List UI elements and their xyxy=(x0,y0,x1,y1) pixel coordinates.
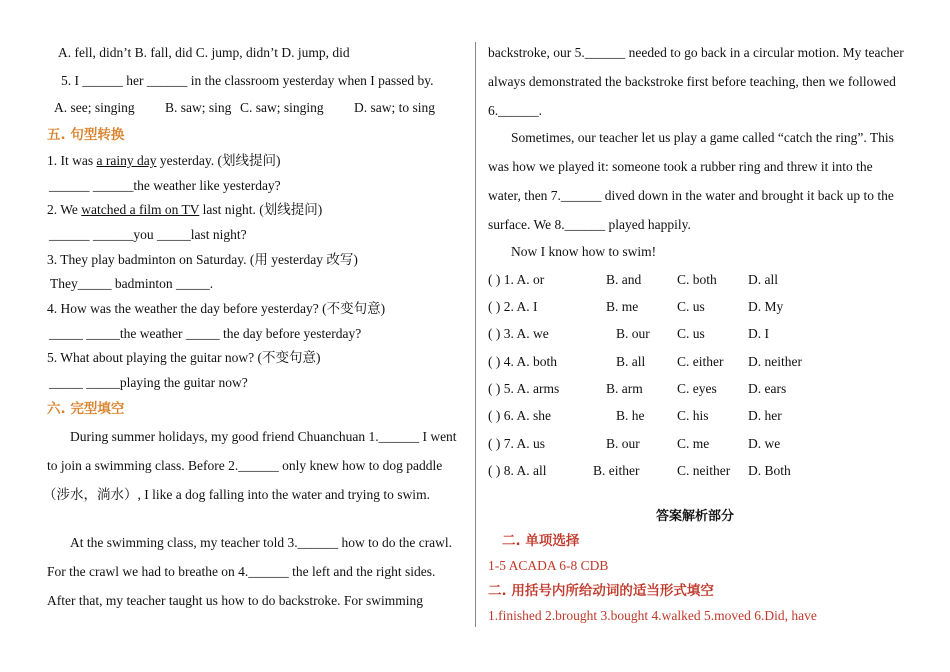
choice-7-c: C. me xyxy=(677,436,710,451)
choice-3-b: B. our xyxy=(616,326,650,341)
choice-2-a: ( ) 2. A. I xyxy=(488,299,538,314)
choice-4-c: C. either xyxy=(677,354,724,369)
choice-1-b: B. and xyxy=(606,272,642,287)
passage-p3-line1: Sometimes, our teacher let us play a game called “catch the ring”. This xyxy=(511,130,894,145)
passage-p2-line1: At the swimming class, my teacher told 3.______ how to do the crawl. xyxy=(70,535,453,550)
s5-q1-post: yesterday. (划线提问) xyxy=(156,153,281,168)
q5-option-a: A. see; singing xyxy=(54,100,135,115)
passage-p2-line5: always demonstrated the backstroke first before teaching, then we followed xyxy=(488,74,896,89)
s5-q5: 5. What about playing the guitar now? (不变句意) xyxy=(47,350,321,365)
s5-q1-pre: 1. It was xyxy=(47,153,97,168)
choice-4-a: ( ) 4. A. both xyxy=(488,354,557,369)
choice-3-d: D. I xyxy=(748,326,769,341)
choice-5-d: D. ears xyxy=(748,381,787,396)
s5-q2-answer: ______ ______you _____last night? xyxy=(49,227,247,242)
q5-option-d: D. saw; to sing xyxy=(354,100,435,115)
choice-8-c: C. neither xyxy=(677,463,731,478)
choice-5-c: C. eyes xyxy=(677,381,717,396)
passage-p3-line3: water, then 7.______ dived down in the water and brought it back up to the xyxy=(488,188,894,203)
choice-7-a: ( ) 7. A. us xyxy=(488,436,545,451)
choice-6-d: D. her xyxy=(748,408,782,423)
passage-p1-line3: （涉水，淌水）, I like a dog falling into the water and trying to swim. xyxy=(43,487,430,502)
choice-4-d: D. neither xyxy=(748,354,802,369)
s5-q5-answer: _____ _____playing the guitar now? xyxy=(49,375,248,390)
choice-2-b: B. me xyxy=(606,299,639,314)
answers-section1: 1-5 ACADA 6-8 CDB xyxy=(488,558,609,573)
choice-7-d: D. we xyxy=(748,436,781,451)
section6-title: 六. 完型填空 xyxy=(47,401,125,417)
choice-8-d: D. Both xyxy=(748,463,791,478)
choice-4-b: B. all xyxy=(616,354,646,369)
section5-title: 五. 句型转换 xyxy=(47,127,125,143)
answers-section1-title: 二. 单项选择 xyxy=(502,533,580,549)
choice-2-d: D. My xyxy=(748,299,784,314)
s5-q2-post: last night. (划线提问) xyxy=(199,202,323,217)
passage-p2-line6: 6.______. xyxy=(488,103,542,118)
s5-q1-underlined: a rainy day xyxy=(96,153,157,168)
passage-p2-line4: backstroke, our 5.______ needed to go back in a circular motion. My teacher xyxy=(488,45,904,60)
s5-q1-answer: ______ ______the weather like yesterday? xyxy=(49,178,281,193)
choice-7-b: B. our xyxy=(606,436,640,451)
answers-section2: 1.finished 2.brought 3.bought 4.walked 5.moved 6.Did, have xyxy=(488,608,817,623)
passage-p2-line2: For the crawl we had to breathe on 4.______ the left and the right sides. xyxy=(47,564,436,579)
passage-p4: Now I know how to swim! xyxy=(511,244,657,259)
passage-p1-line1: During summer holidays, my good friend Chuanchuan 1.______ I went xyxy=(70,429,457,444)
s5-q4-answer: _____ _____the weather _____ the day before yesterday? xyxy=(49,326,362,341)
q5-option-c: C. saw; singing xyxy=(240,100,324,115)
choice-1-c: C. both xyxy=(677,272,717,287)
choice-1-d: D. all xyxy=(748,272,778,287)
passage-p3-line4: surface. We 8.______ played happily. xyxy=(488,217,691,232)
choice-8-b: B. either xyxy=(593,463,640,478)
passage-p3-line2: was how we played it: someone took a rubber ring and threw it into the xyxy=(488,159,873,174)
passage-p1-line2: to join a swimming class. Before 2.______ only knew how to dog paddle xyxy=(47,458,443,473)
q5-question: 5. I ______ her ______ in the classroom yesterday when I passed by. xyxy=(61,73,434,88)
s5-q4: 4. How was the weather the day before yesterday? (不变句意) xyxy=(47,301,386,316)
choice-6-a: ( ) 6. A. she xyxy=(488,408,551,423)
answers-title: 答案解析部分 xyxy=(656,509,735,524)
s5-q2-pre: 2. We xyxy=(47,202,82,217)
choice-3-a: ( ) 3. A. we xyxy=(488,326,549,341)
choice-5-a: ( ) 5. A. arms xyxy=(488,381,560,396)
q4-options: A. fell, didn’t B. fall, did C. jump, didn’t D. jump, did xyxy=(58,45,350,60)
passage-p2-line3: After that, my teacher taught us how to do backstroke. For swimming xyxy=(47,593,424,608)
q5-option-b: B. saw; sing xyxy=(165,100,232,115)
column-divider xyxy=(475,42,476,627)
s5-q3-answer: They_____ badminton _____. xyxy=(50,276,214,291)
s5-q2-underlined: watched a film on TV xyxy=(81,202,200,217)
choice-6-c: C. his xyxy=(677,408,709,423)
choice-1-a: ( ) 1. A. or xyxy=(488,272,545,287)
s5-q1 xyxy=(47,152,280,170)
choice-2-c: C. us xyxy=(677,299,705,314)
choice-5-b: B. arm xyxy=(606,381,643,396)
choice-6-b: B. he xyxy=(616,408,645,423)
choice-8-a: ( ) 8. A. all xyxy=(488,463,547,478)
s5-q2 xyxy=(47,201,322,219)
answers-section2-title: 二. 用括号内所给动词的适当形式填空 xyxy=(488,583,714,599)
choice-3-c: C. us xyxy=(677,326,705,341)
s5-q3: 3. They play badminton on Saturday. (用 yesterday 改写) xyxy=(47,252,358,267)
